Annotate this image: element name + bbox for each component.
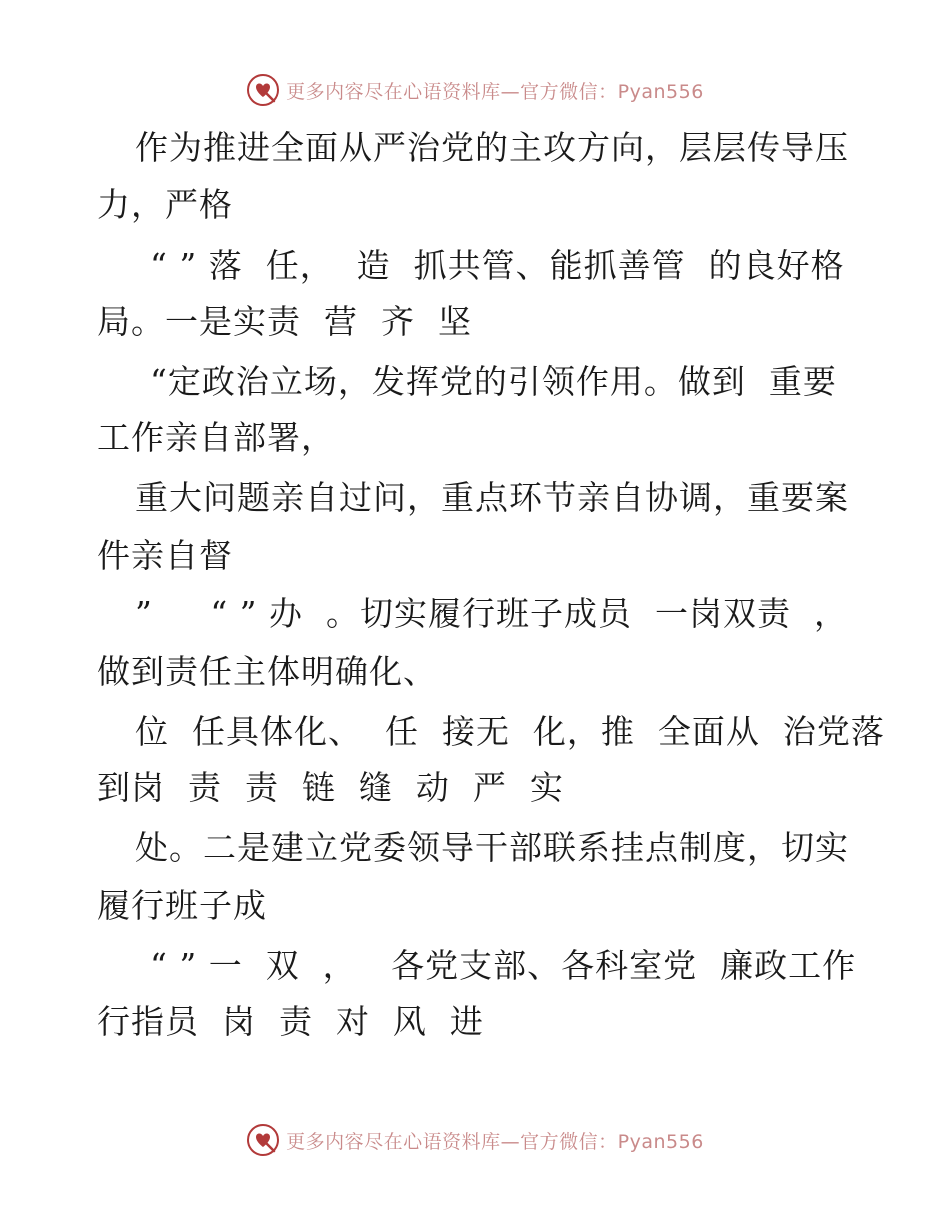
- paragraph-line: 处。二是建立党委领导干部联系挂点制度，切实: [135, 828, 849, 867]
- paragraph-line: 作为推进全面从严治党的主攻方向，层层传导压: [135, 128, 849, 167]
- heart-pen-logo-icon: [246, 1123, 280, 1157]
- paragraph-line: “定政治立场，发挥党的引领作用。做到 重要: [150, 362, 837, 401]
- paragraph-line: 工作亲自部署，: [97, 418, 335, 457]
- paragraph-line: 行指员 岗 责 对 风 进: [97, 1002, 484, 1041]
- paragraph-line: 做到责任主体明确化、: [97, 652, 437, 691]
- header-watermark: [0, 70, 950, 110]
- paragraph-line: 件亲自督: [97, 536, 233, 575]
- paragraph-line: 局。一是实责 营 齐 坚: [97, 302, 472, 341]
- watermark-text: 更多内容尽在心语资料库—官方微信：Pyan556: [286, 80, 704, 103]
- paragraph-line: “ ” 一 双 ， 各党支部、各科室党 廉政工作: [150, 946, 857, 985]
- paragraph-line: ” “ ” 办 。切实履行班子成员 一岗双责 ，: [135, 594, 848, 633]
- footer-watermark: [0, 1120, 950, 1160]
- paragraph-line: 力，严格: [97, 185, 233, 224]
- heart-pen-logo-icon: [246, 73, 280, 107]
- paragraph-line: 到岗 责 责 链 缝 动 严 实: [97, 768, 564, 807]
- paragraph-line: 重大问题亲自过问，重点环节亲自协调，重要案: [135, 478, 849, 517]
- watermark-text: 更多内容尽在心语资料库—官方微信：Pyan556: [286, 1130, 704, 1153]
- paragraph-line: 位 任具体化、 任 接无 化，推 全面从 治党落: [135, 712, 885, 751]
- paragraph-line: “ ” 落 任， 造 抓共管、能抓善管 的良好格: [150, 246, 845, 285]
- paragraph-line: 履行班子成: [97, 886, 267, 925]
